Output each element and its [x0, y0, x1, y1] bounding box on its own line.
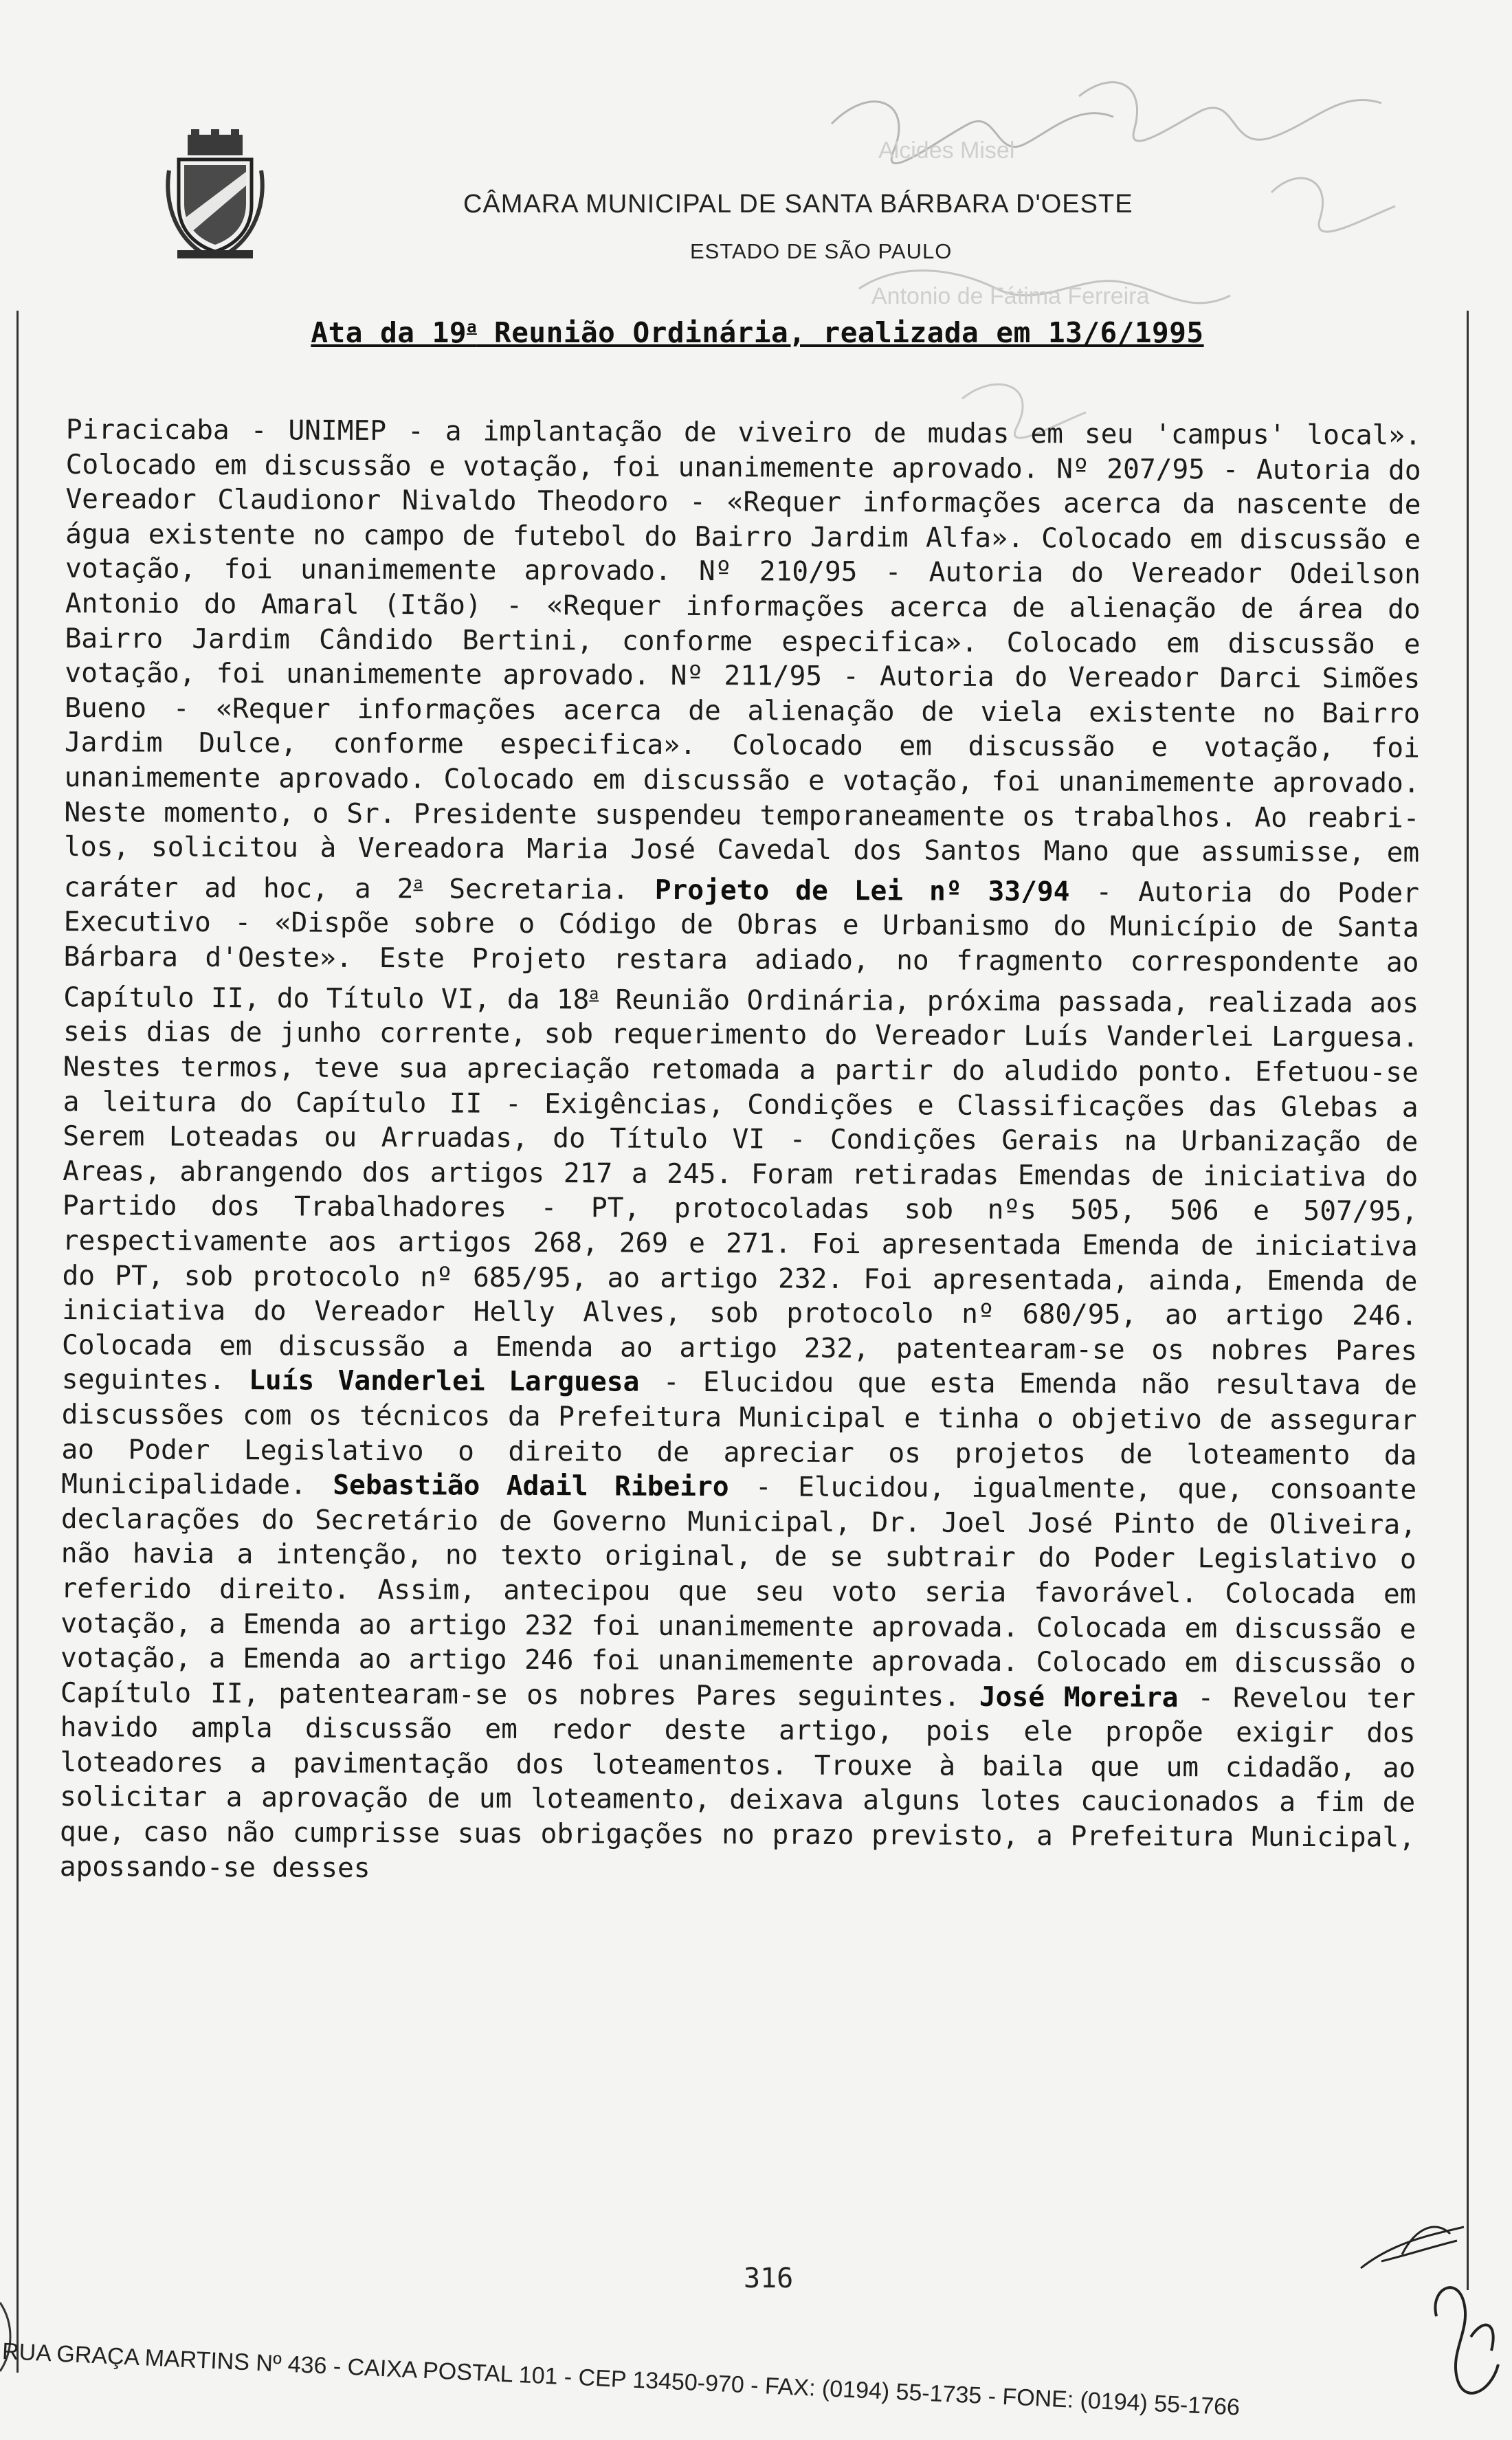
institution-name: CÂMARA MUNICIPAL DE SANTA BÁRBARA D'OESTE	[463, 190, 1133, 219]
ordinal-indicator: a	[413, 874, 423, 892]
speaker-name: Sebastião Adail Ribeiro	[333, 1469, 729, 1503]
state-name: ESTADO DE SÃO PAULO	[690, 239, 953, 263]
footer-address: RUA GRAÇA MARTINS Nº 436 - CAIXA POSTAL 101 - CEP 13450-970 - FAX: (0194) 55-1735 - FONE: (0194) 55-1766	[1, 2338, 1241, 2421]
body-text: Piracicaba - UNIMEP - a implantação de viveiro de mudas em seu 'campus' local». Colocado em discussão e votação, foi unanimemente aprovado. Nº 207/95 - Autoria do Vereador Claudionor Nivaldo Theodoro - «Requer informações acerca da nascente de água existente no campo de futebol do Bairro Jardim Alfa». Colocado em discussão e votação, foi unanimemente aprovado. Nº 210/95 - Autoria do Vereador Odeilson Antonio do Amaral (Itão) - «Requer informações acerca de alienação de área do Bairro Jardim Cândido Bertini, conforme especifica». Colocado em discussão e votação, foi unanimemente aprovado. Nº 211/95 - Autoria do Vereador Darci Simões Bueno - «Requer informações acerca de alienação de viela existente no Bairro Jardim Dulce, conforme especifica». Colocado em discussão e votação, foi unanimemente aprovado. Colocado em discussão e votação, foi unanimemente aprovado. Neste momento, o Sr. Presidente suspendeu temporaneamente os trabalhos. Ao reabri-los, solicitou à Vereadora Maria José Cavedal dos Santos Mano que assumisse, em caráter ad hoc, a 2	[63, 414, 1421, 905]
title-ordinal: a	[467, 317, 477, 337]
body-text: - Revelou ter havido ampla discussão em redor deste artigo, pois ele propõe exigir dos loteadores a pavimentação dos loteamentos. Trouxe à baila que um cidadão, ao solicitar a aprovação de um loteamento, deixava alguns lotes caucionados a fim de que, caso não cumprisse suas obrigações no prazo previsto, a Prefeitura Municipal, apossando-se desses	[59, 1681, 1416, 1884]
bleed-through-name: Alcides Misel	[878, 137, 1015, 164]
speaker-name: José Moreira	[979, 1681, 1179, 1713]
signature-stroke	[1271, 178, 1395, 232]
ordinal-indicator: a	[589, 984, 599, 1003]
minutes-title	[208, 316, 1307, 349]
body-text: - Elucidou que esta Emenda não resultava de discussões com os técnicos da Prefeitura Municipal e tinha o objetivo de assegurar ao Poder Legislativo o direito de apreciar os projetos de loteamento da Municipalidade.	[61, 1366, 1417, 1501]
body-text: Reunião Ordinária, próxima passada, realizada aos seis dias de junho corrente, sob requerimento do Vereador Luís Vanderlei Larguesa. Nestes termos, teve sua apreciação retomada a partir do aludido ponto. Efetuou-se a leitura do Capítulo II - Exigências, Condições e Classificações das Glebas a Serem Loteadas ou Arruadas, do Título VI - Condições Gerais na Urbanização de Areas, abrangendo dos artigos 217 a 245. Foram retiradas Emendas de iniciativa do Partido dos Trabalhadores - PT, protocoladas sob nºs 505, 506 e 507/95, respectivamente aos artigos 268, 269 e 271. Foi apresentada Emenda de iniciativa do PT, sob protocolo nº 685/95, ao artigo 232. Foi apresentada, ainda, Emenda de iniciativa do Vereador Helly Alves, sob protocolo nº 680/95, ao artigo 246. Colocada em discussão a Emenda ao artigo 232, patentearam-se os nobres Pares seguintes.	[61, 984, 1419, 1397]
right-margin-rule	[1467, 311, 1469, 2290]
title-text: Ata da 19	[311, 316, 467, 349]
body-text: - Elucidou, igualmente, que, consoante declarações do Secretário de Governo Municipal, Dr. Joel José Pinto de Oliveira, não havia a intenção, no texto original, de se subtrair do Poder Legislativo o referido direito. Assim, antecipou que seu voto seria favorável. Colocada em votação, a Emenda ao artigo 232 foi unanimemente aprovada. Colocada em discussão e votação, a Emenda ao artigo 246 foi unanimemente aprovada. Colocado em discussão o Capítulo II, patentearam-se os nobres Pares seguintes.	[60, 1471, 1417, 1713]
page-number: 316	[744, 2263, 794, 2294]
body-text: Secretaria.	[423, 873, 655, 906]
speaker-name: Luís Vanderlei Larguesa	[248, 1364, 640, 1398]
city-crest-icon	[164, 129, 267, 260]
signature-stroke	[1079, 82, 1381, 141]
minutes-body	[60, 412, 1421, 1890]
bill-heading: Projeto de Lei nº 33/94	[654, 874, 1070, 908]
body-paragraph	[60, 412, 1421, 1890]
body-text: - Autoria do Poder Executivo - «Dispõe sobre o Código de Obras e Urbanismo do Município de Santa Bárbara d'Oeste». Este Projeto restara adiado, no fragmento correspondente ao Capítulo II, do Título VI, da 18	[63, 876, 1420, 1016]
left-margin-rule	[16, 311, 19, 2373]
title-text: Reunião Ordinária, realizada em 13/6/1995	[476, 316, 1204, 349]
bleed-through-name: Antonio de Fátima Ferreira	[871, 283, 1150, 309]
